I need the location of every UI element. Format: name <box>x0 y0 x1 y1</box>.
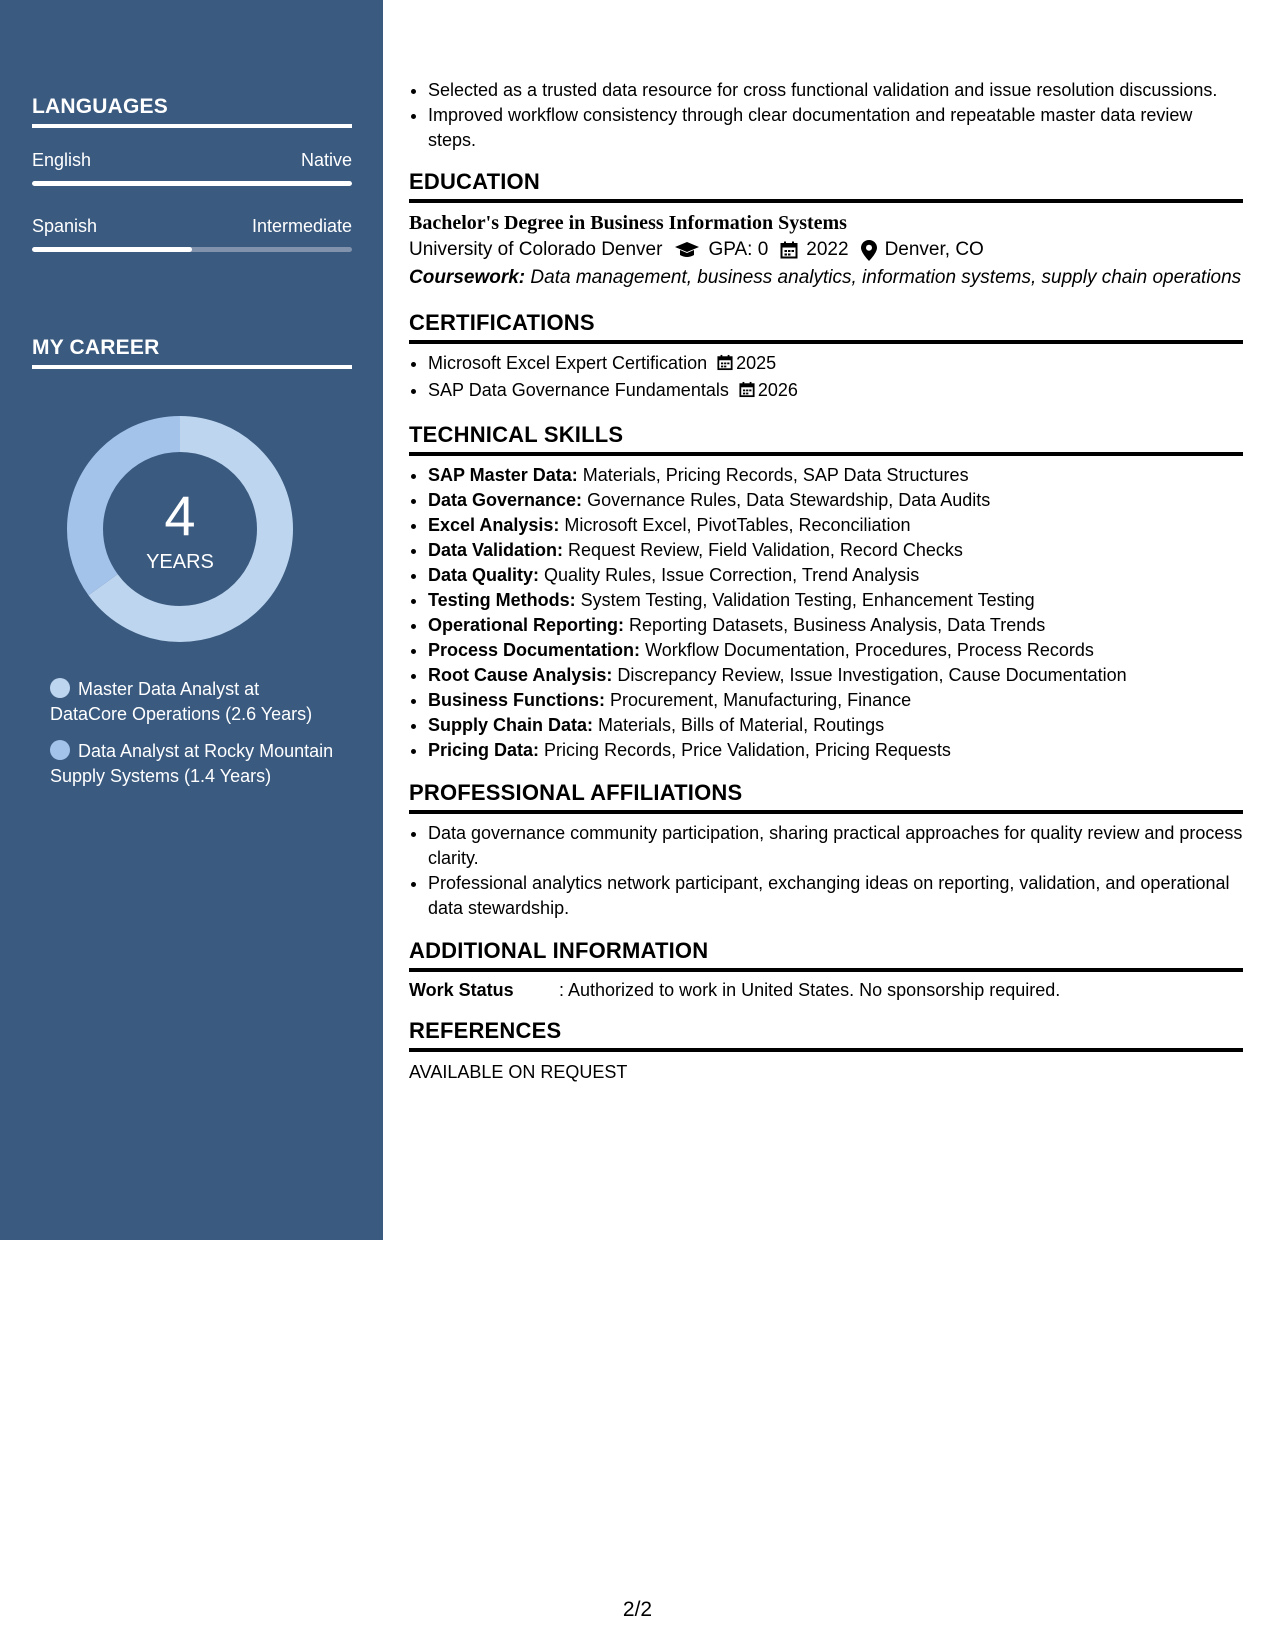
skill-category: Testing Methods: <box>428 590 576 610</box>
career-legend-item <box>50 677 340 727</box>
skills-section <box>409 422 1243 763</box>
affiliations-heading: PROFESSIONAL AFFILIATIONS <box>409 780 1243 814</box>
list-item <box>428 488 1243 513</box>
references-section <box>409 1018 1243 1083</box>
map-pin-icon <box>861 240 877 261</box>
career-legend-item <box>50 739 340 789</box>
career-section <box>32 336 352 369</box>
main-content <box>409 78 1243 1083</box>
language-proficiency-fill <box>32 181 352 186</box>
list-item <box>428 378 1243 405</box>
list-item <box>428 513 1243 538</box>
skill-values: Request Review, Field Validation, Record Checks <box>568 540 963 560</box>
legend-dot-icon <box>50 740 70 760</box>
education-details <box>409 239 1243 261</box>
skills-heading: TECHNICAL SKILLS <box>409 422 1243 456</box>
career-total-unit: YEARS <box>146 551 214 573</box>
skill-category: Root Cause Analysis: <box>428 665 613 685</box>
language-proficiency-bar <box>32 247 352 252</box>
certification-name: SAP Data Governance Fundamentals <box>428 380 729 400</box>
skill-category: Pricing Data: <box>428 740 540 760</box>
references-text: AVAILABLE ON REQUEST <box>409 1062 628 1082</box>
skill-category: Operational Reporting: <box>428 615 625 635</box>
list-item <box>428 351 1243 378</box>
work-status-label: Work Status <box>409 980 514 1000</box>
list-item <box>428 738 1243 763</box>
skill-values: Materials, Pricing Records, SAP Data Structures <box>582 465 969 485</box>
references-heading: REFERENCES <box>409 1018 1243 1052</box>
additional-info-heading: ADDITIONAL INFORMATION <box>409 938 1243 972</box>
affiliations-section <box>409 780 1243 921</box>
languages-section <box>32 95 352 252</box>
skill-category: Business Functions: <box>428 690 606 710</box>
experience-bullets <box>409 78 1243 153</box>
career-legend-text: Data Analyst at Rocky Mountain Supply Systems (1.4 Years) <box>50 741 334 786</box>
calendar-icon <box>717 353 733 378</box>
certifications-heading: CERTIFICATIONS <box>409 310 1243 344</box>
certification-year: 2026 <box>757 380 798 400</box>
skill-values: Reporting Datasets, Business Analysis, Data Trends <box>629 615 1046 635</box>
skill-values: Workflow Documentation, Procedures, Process Records <box>645 640 1094 660</box>
language-item <box>32 216 352 252</box>
skill-category: Data Quality: <box>428 565 540 585</box>
list-item <box>428 538 1243 563</box>
affiliations-list <box>409 821 1243 921</box>
coursework <box>409 265 1243 290</box>
calendar-icon <box>739 380 755 405</box>
list-item <box>428 688 1243 713</box>
list-item <box>428 663 1243 688</box>
education-heading: EDUCATION <box>409 169 1243 203</box>
coursework-label: Coursework: <box>409 267 526 288</box>
career-donut-chart <box>67 416 293 642</box>
education-section <box>409 169 1243 290</box>
career-legend-text: Master Data Analyst at DataCore Operations (2.6 Years) <box>50 679 313 724</box>
career-legend <box>50 677 340 801</box>
skill-values: System Testing, Validation Testing, Enhancement Testing <box>580 590 1035 610</box>
skills-list <box>409 463 1243 763</box>
certification-year: 2025 <box>736 353 777 373</box>
certifications-section <box>409 310 1243 405</box>
work-status-value: : Authorized to work in United States. No sponsorship required. <box>559 980 1061 1000</box>
list-item <box>428 588 1243 613</box>
skill-values: Governance Rules, Data Stewardship, Data Audits <box>587 490 991 510</box>
skill-category: Process Documentation: <box>428 640 641 660</box>
language-name: Spanish <box>32 216 98 236</box>
graduation-cap-icon <box>674 241 700 259</box>
language-level: Native <box>300 150 352 170</box>
skill-category: Supply Chain Data: <box>428 715 594 735</box>
skill-values: Pricing Records, Price Validation, Pricing Requests <box>544 740 951 760</box>
calendar-icon <box>780 241 798 259</box>
skill-values: Microsoft Excel, PivotTables, Reconciliation <box>564 515 911 535</box>
page-number: 2/2 <box>622 1598 653 1621</box>
list-item: • Data governance community participation, sharing practical approaches for quality review and process clarity. <box>428 821 1243 871</box>
education-location: Denver, CO <box>884 239 984 260</box>
legend-dot-icon <box>50 678 70 698</box>
language-proficiency-fill <box>32 247 192 252</box>
skill-category: Data Governance: <box>428 490 583 510</box>
gpa-text: GPA: 0 <box>708 239 769 260</box>
language-item <box>32 150 352 186</box>
list-item <box>428 713 1243 738</box>
list-item <box>428 563 1243 588</box>
skill-values: Quality Rules, Issue Correction, Trend Analysis <box>544 565 920 585</box>
list-item: • Professional analytics network participant, exchanging ideas on reporting, validation, and operational data stewardship. <box>428 871 1243 921</box>
certifications-list <box>409 351 1243 405</box>
skill-values: Discrepancy Review, Issue Investigation, Cause Documentation <box>617 665 1127 685</box>
career-heading: MY CAREER <box>32 336 352 369</box>
languages-heading: LANGUAGES <box>32 95 352 128</box>
skill-values: Procurement, Manufacturing, Finance <box>610 690 912 710</box>
list-item: • Selected as a trusted data resource for cross functional validation and issue resolution discussions. <box>428 78 1243 103</box>
list-item: • Improved workflow consistency through clear documentation and repeatable master data review steps. <box>428 103 1243 153</box>
list-item <box>428 638 1243 663</box>
coursework-text: Data management, business analytics, information systems, supply chain operations <box>530 267 1242 288</box>
language-name: English <box>32 150 92 170</box>
list-item <box>428 613 1243 638</box>
language-level: Intermediate <box>251 216 352 236</box>
language-proficiency-bar <box>32 181 352 186</box>
work-status-row <box>409 980 1243 1001</box>
career-total-number: 4 <box>164 484 196 547</box>
certification-name: Microsoft Excel Expert Certification <box>428 353 708 373</box>
skill-category: Data Validation: <box>428 540 564 560</box>
school-name: University of Colorado Denver <box>409 239 663 260</box>
skill-values: Materials, Bills of Material, Routings <box>598 715 885 735</box>
sidebar <box>0 0 383 1240</box>
skill-category: SAP Master Data: <box>428 465 578 485</box>
list-item <box>428 463 1243 488</box>
graduation-year: 2022 <box>806 239 849 260</box>
degree-title: Bachelor's Degree in Business Information Systems <box>409 212 847 234</box>
additional-info-section <box>409 938 1243 1001</box>
skill-category: Excel Analysis: <box>428 515 560 535</box>
